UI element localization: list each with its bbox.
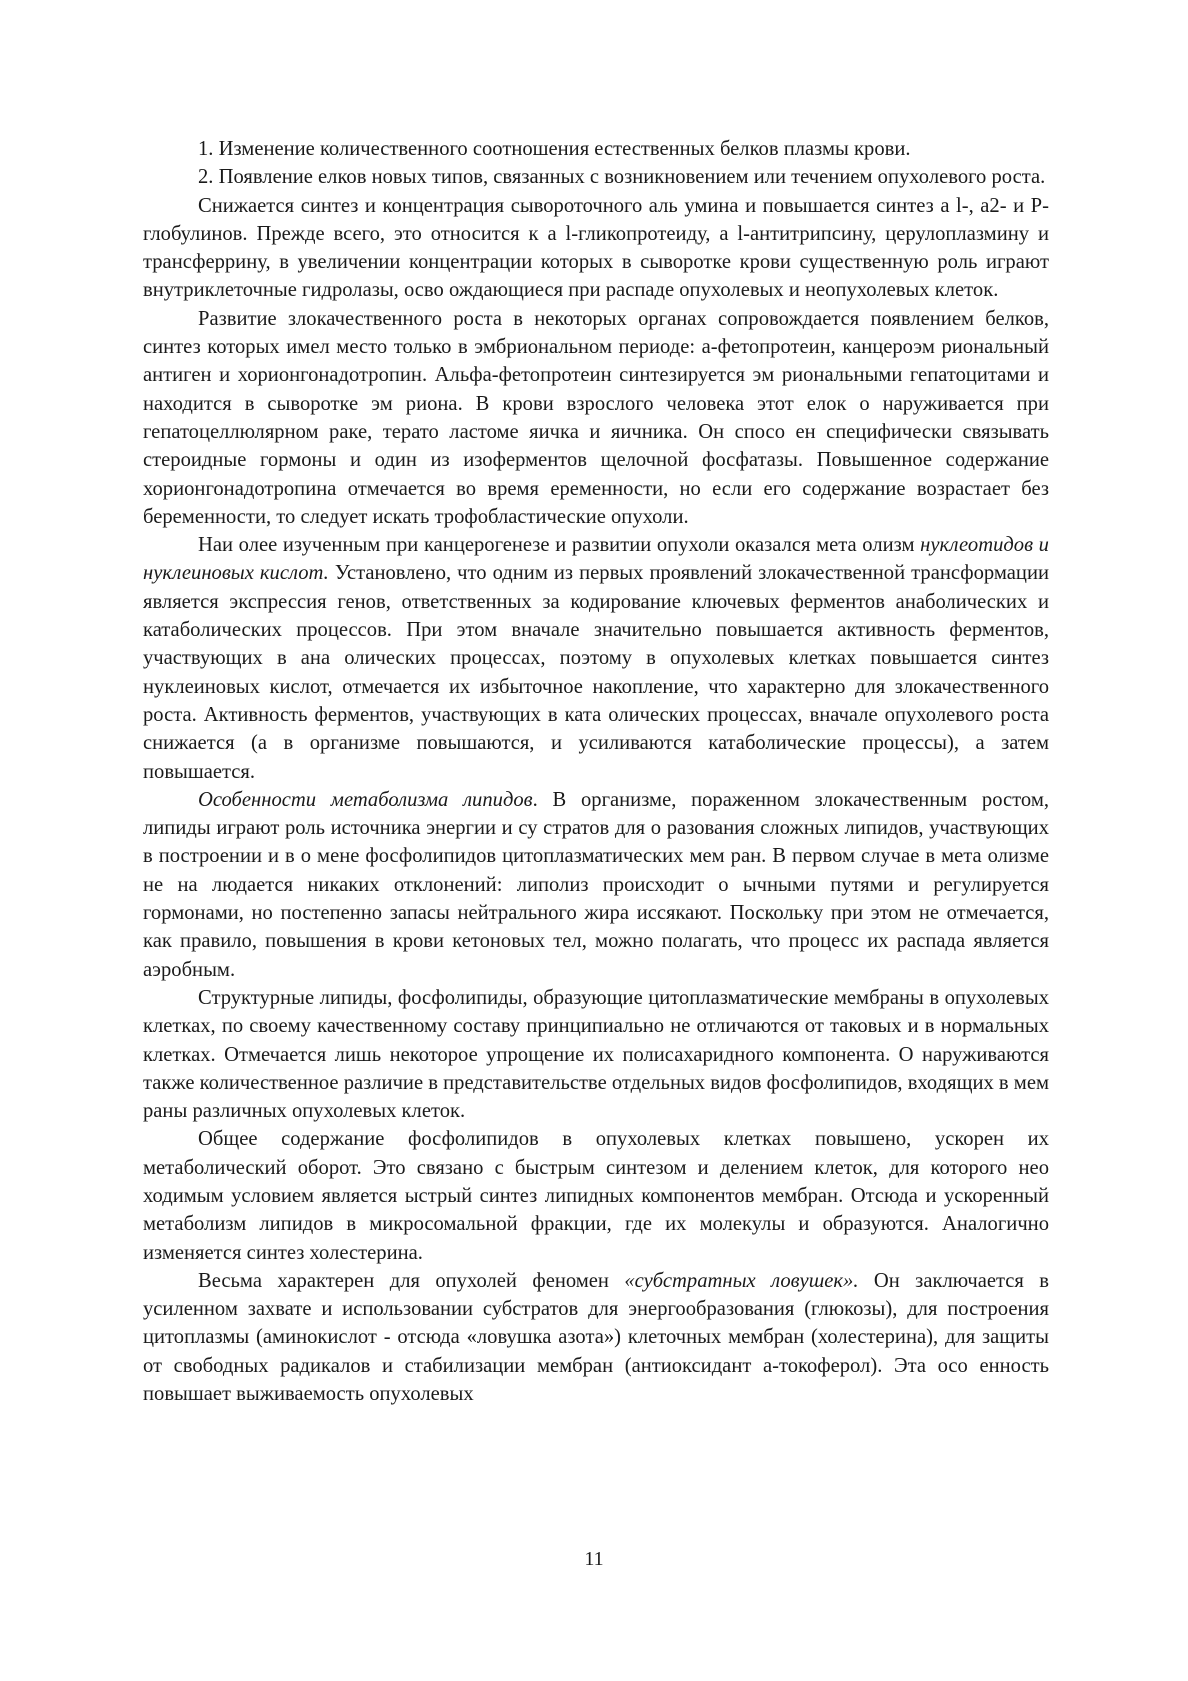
text-run: Общее содержание фосфолипидов в опухолевых клетках повышено, ускорен их метаболический оборот. Это связано с быстрым синтезом и делением клеток, для которого нео ходимым условием является ыстрый синтез липидных компонентов мембран. Отсюда и ускоренный метаболизм липидов в микросомальной фракции, где их молекулы и образуются. Аналогично изменяется синтез холестерина.	[143, 1128, 1049, 1264]
text-run: 1. Изменение количественного соотношения естественных белков плазмы крови.	[198, 138, 911, 160]
italic-text: Особенности метаболизма липидов	[198, 788, 533, 811]
italic-text: нуклеотидов и нуклеиновых кислот.	[143, 534, 1049, 585]
text-run: Наи олее изученным при канцерогенезе и развитии опухоли оказался мета олизм	[198, 534, 921, 557]
text-run: Установлено, что одним из первых проявлений злокачественной трансформации является экспрессия генов, ответственных за кодирование ключевых ферментов анаболических и катаболических процессов. При этом вначале значительно повышается активность ферментов, участвующих в ана олических процессах, поэтому в опухолевых клетках повышается синтез нуклеиновых кислот, отмечается их избыточное накопление, что характерно для злокачественного роста. Активность ферментов, участвующих в ката олических процессах, вначале опухолевого роста снижается (а в организме повышаются, и усиливаются катаболические процессы), а затем повышается.	[143, 562, 1049, 783]
paragraph	[143, 786, 1049, 984]
text-run: 2. Появление елков новых типов, связанных с возникновением или течением опухолевого роста.	[198, 166, 1046, 189]
paragraph	[143, 135, 1049, 163]
page-body	[143, 135, 1049, 1408]
page-number: 11	[584, 1548, 604, 1570]
text-run: Структурные липиды, фосфолипиды, образующие цитоплазматические мембраны в опухолевых клетках, по своему качественному составу принципиально не отличаются от таковых и в нормальных клетках. Отмечается лишь некоторое упрощение их полисахаридного компонента. О наруживаются также количественное различие в представительстве отдельных видов фосфолипидов, входящих в мем раны различных опухолевых клеток.	[143, 986, 1049, 1123]
text-run: Развитие злокачественного роста в некоторых органах сопровождается появлением белков, синтез которых имел место только в эмбриональном периоде: а-фетопротеин, канцероэм риональный антиген и хорионгонадотропин. Альфа-фетопротеин синтезируется эм риональными гепатоцитами и находится в сыворотке эм риона. В крови взрослого человека этот елок о наруживается при гепатоцеллюлярном раке, терато ластоме яичка и яичника. Он спосо ен специфически связывать стероидные гормоны и один из изоферментов щелочной фосфатазы. Повышенное содержание хорионгонадотропина отмечается во время еременности, но если его содержание возрастает без беременности, то следует искать трофобластические опухоли.	[143, 307, 1049, 528]
text-run: Весьма характерен для опухолей феномен	[198, 1269, 625, 1292]
text-run: . В организме, пораженном злокачественным ростом, липиды играют роль источника энергии и су стратов для о разования сложных липидов, участвующих в построении и в о мене фосфолипидов цитоплазматических мем ран. В первом случае в мета олизме не на людается никаких отклонений: липолиз происходит о ычными путями и регулируется гормонами, но постепенно запасы нейтрального жира иссякают. Поскольку при этом не отмечается, как правило, повышения в крови кетоновых тел, можно полагать, что процесс их распада является аэробным.	[143, 788, 1049, 981]
paragraph	[143, 1267, 1049, 1408]
paragraph	[143, 192, 1049, 305]
paragraph	[143, 1125, 1049, 1266]
text-run: Снижается синтез и концентрация сывороточного аль умина и повышается синтез а l-, а2- и Р-глобулинов. Прежде всего, это относится к а l-гликопротеиду, а l-антитрипсину, церулоплазмину и трансферрину, в увеличении концентрации которых в сыворотке крови существенную роль играют внутриклеточные гидролазы, осво ождающиеся при распаде опухолевых и неопухолевых клеток.	[143, 194, 1049, 302]
italic-text: «субстратных ловушек».	[624, 1269, 859, 1292]
paragraph	[143, 984, 1049, 1125]
paragraph	[143, 305, 1049, 531]
paragraph	[143, 531, 1049, 786]
text-run: Он заключается в усиленном захвате и использовании субстратов для энергообразования (глюкозы), для построения цитоплазмы (аминокислот - отсюда «ловушка азота») клеточных мембран (холестерина), для защиты от свободных радикалов и стабилизации мембран (антиоксидант а-токоферол). Эта осо енность повышает выживаемость опухолевых	[143, 1269, 1049, 1406]
paragraph	[143, 163, 1049, 191]
